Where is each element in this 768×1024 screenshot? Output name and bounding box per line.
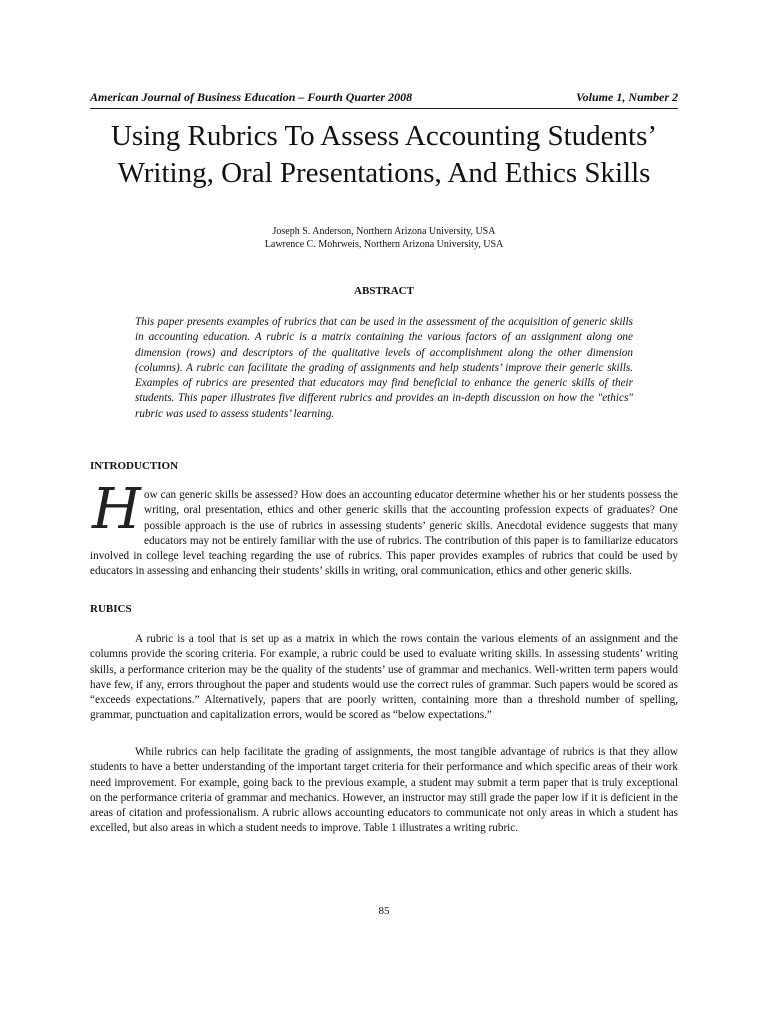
drop-cap-letter: H — [92, 477, 141, 542]
introduction-heading: INTRODUCTION — [90, 460, 179, 472]
author-line: Lawrence C. Mohrweis, Northern Arizona University, USA — [264, 239, 504, 250]
rubics-paragraph-1: A rubric is a tool that is set up as a matrix in which the rows contain the various elements of an assignment and the columns provide the scoring criteria. For example, a rubric could be used to evaluate writing skills. In assessing students’ writing skills, a performance criterion may be the quality of the students’ use of grammar and mechanics. Well-written term papers would have few, if any, errors throughout the paper and students would use the correct rules of grammar. Such papers would be scored as “exceeds expectations.” Alternatively, papers that are poorly written, containing more than a threshold number of spelling, grammar, punctuation and capitalization errors, would be scored as “below expectations.” — [90, 633, 678, 722]
journal-name: American Journal of Business Education – Fourth Quarter 2008 — [90, 90, 413, 104]
abstract-heading: ABSTRACT — [354, 285, 414, 297]
page-number: 85 — [378, 905, 390, 917]
paper-title: Using Rubrics To Assess Accounting Students’ Writing, Oral Presentations, And Ethics Skills — [110, 120, 658, 189]
introduction-text: ow can generic skills be assessed? How does an accounting educator determine whether his or her students possess the writing, oral presentation, ethics and other generic skills that the accounting profession expects of graduates? One possible approach is the use of rubrics in assessing students’ generic skills. Anecdotal evidence suggests that many educators may not be entirely familiar with the use of rubrics. The contribution of this paper is to familiarize educators involved in college level teaching regarding the use of rubrics. This paper provides examples of rubrics that could be used by educators in assessing and enhancing their students’ skills in writing, oral communication, ethics and other generic skills. — [90, 489, 678, 578]
author-line: Joseph S. Anderson, Northern Arizona University, USA — [272, 226, 496, 237]
abstract-text: This paper presents examples of rubrics that can be used in the assessment of the acquisition of generic skills in accounting education. A rubric is a matrix containing the various factors of an assignment along one dimension (rows) and descriptors of the qualitative levels of accomplishment along the other dimension (columns). A rubric can facilitate the grading of assignments and help students’ improve their generic skills. Examples of rubrics are presented that educators may find beneficial to enhance the generic skills of their students. This paper illustrates five different rubrics and provides an in-depth discussion on how the "ethics" rubric was used to assess students’ learning. — [135, 316, 633, 420]
rubics-paragraph-2: While rubrics can help facilitate the grading of assignments, the most tangible advantage of rubrics is that they allow students to have a better understanding of the important target criteria for their performance and which specific areas of their work need improvement. For example, going back to the previous example, a student may submit a term paper that is truly exceptional on the performance criteria of grammar and mechanics. However, an instructor may still grade the paper low if it is deficient in the areas of citation and professionalism. A rubric allows accounting educators to communicate not only areas in which a student has excelled, but also areas in which a student needs to improve. Table 1 illustrates a writing rubric. — [90, 746, 678, 835]
author-list — [90, 225, 678, 251]
introduction-paragraph — [90, 477, 678, 580]
rubics-heading: RUBICS — [90, 603, 132, 615]
volume-number: Volume 1, Number 2 — [575, 90, 678, 104]
running-header — [90, 90, 678, 109]
